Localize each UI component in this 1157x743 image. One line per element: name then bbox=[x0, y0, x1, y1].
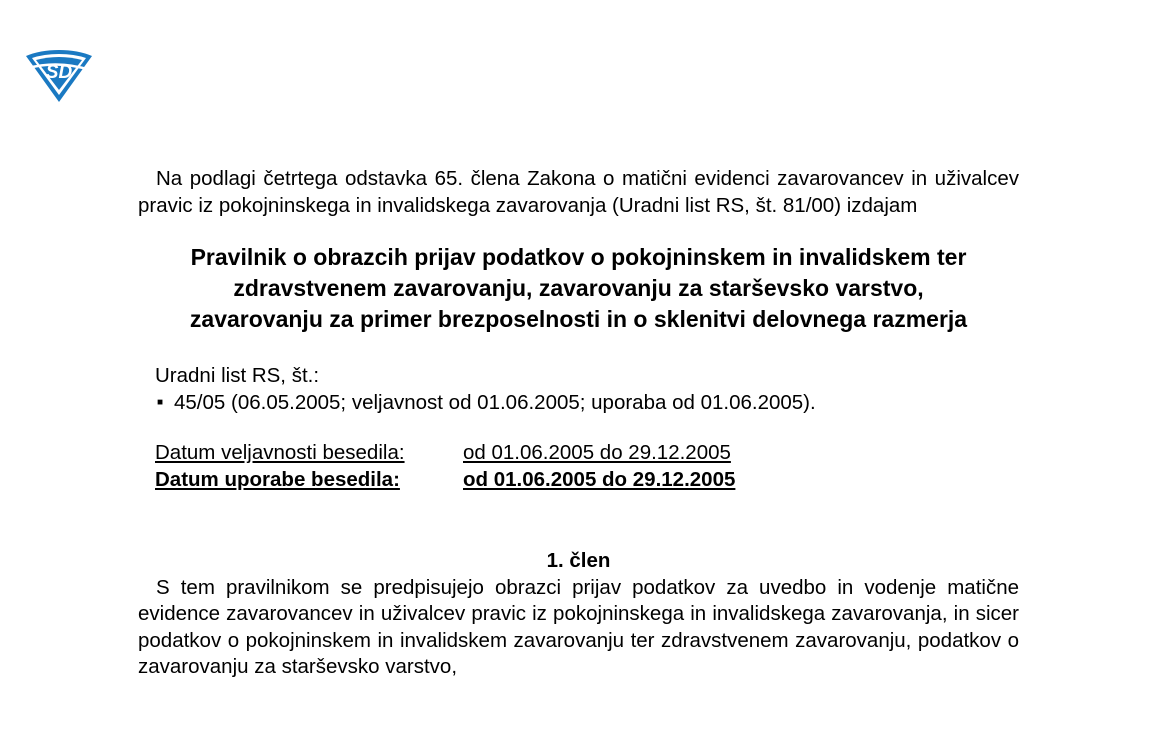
gazette-reference bbox=[155, 363, 1019, 416]
gazette-list-item bbox=[157, 390, 1019, 417]
document-page bbox=[138, 166, 1019, 681]
shield-logo-icon bbox=[22, 48, 96, 104]
validity-date-row bbox=[155, 440, 1019, 467]
gazette-label: Uradni list RS, št.: bbox=[155, 364, 320, 387]
intro-paragraph: Na podlagi četrtega odstavka 65. člena Zakona o matični evidenci zavarovancev in uživalcev pravic iz pokojninskega in invalidskega zavarovanja (Uradni list RS, št. 81/00) izdajam bbox=[138, 167, 1019, 217]
square-bullet-icon: ■ bbox=[157, 396, 164, 408]
validity-date-label: Datum veljavnosti besedila: bbox=[155, 441, 405, 465]
logo-text: SD bbox=[45, 62, 73, 83]
dates-block bbox=[155, 440, 1019, 493]
article-paragraph: S tem pravilnikom se predpisujejo obrazci prijav podatkov za uvedbo in vodenje matične evidence zavarovancev in uživalcev pravic iz pokojninskega in invalidskega zavarovanja, in sicer podatkov o pokojninskem in invalidskem zavarovanju ter zdravstvenem zavarovanju, podatkov o zavarovanju za starševsko varstvo, bbox=[138, 575, 1019, 679]
gazette-item-text: 45/05 (06.05.2005; veljavnost od 01.06.2005; uporaba od 01.06.2005). bbox=[174, 390, 816, 414]
application-date-label: Datum uporabe besedila: bbox=[155, 467, 400, 491]
validity-date-value: od 01.06.2005 do 29.12.2005 bbox=[463, 441, 731, 465]
application-date-row bbox=[155, 467, 1019, 494]
document-title: Pravilnik o obrazcih prijav podatkov o pokojninskem in invalidskem ter zdravstvenem zavarovanju, zavarovanju za starševsko varstvo, zavarovanju za primer brezposelnosti in o sklenitvi delovnega razmerja bbox=[189, 244, 968, 332]
application-date-value: od 01.06.2005 do 29.12.2005 bbox=[463, 467, 736, 491]
article-heading: 1. člen bbox=[546, 549, 611, 573]
